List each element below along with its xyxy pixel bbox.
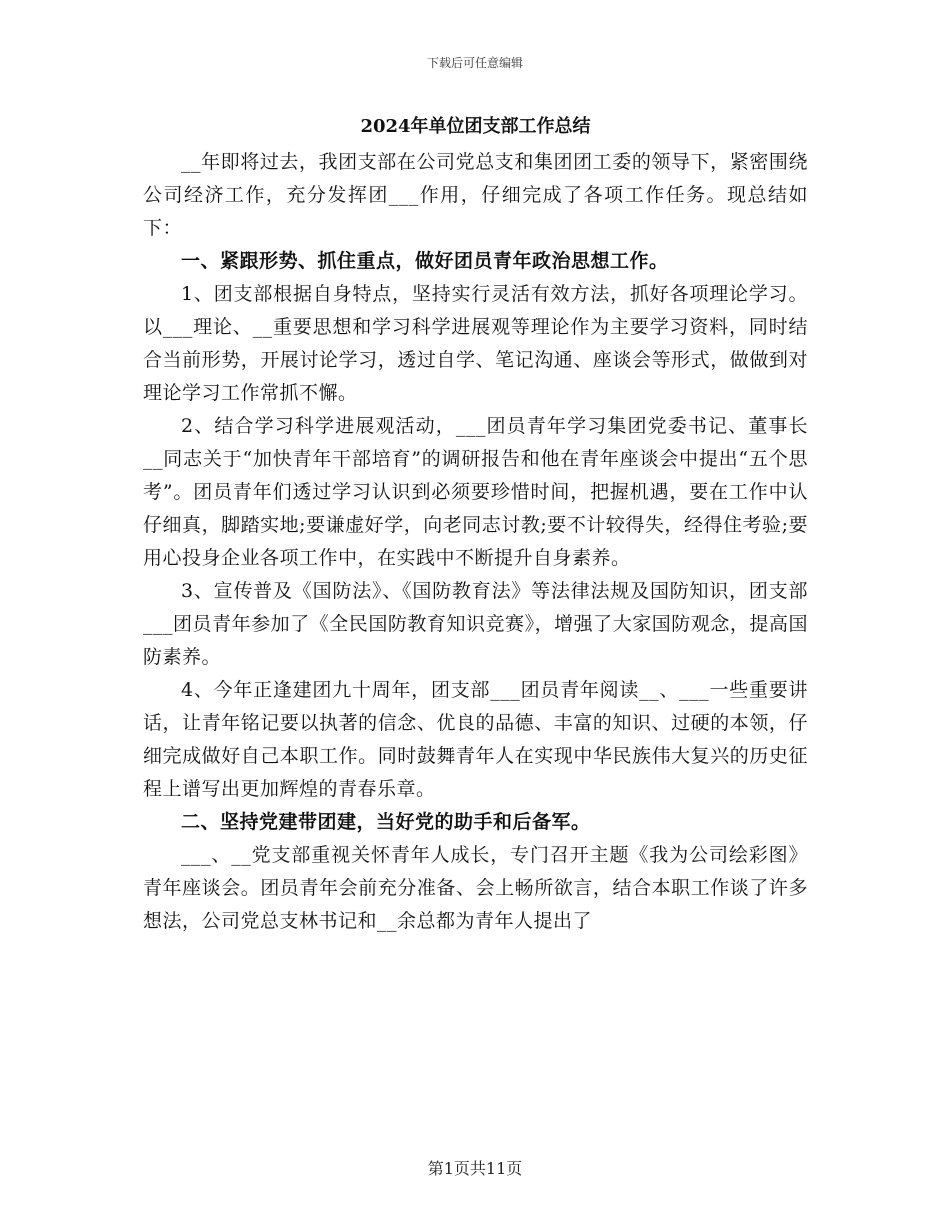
header-note: 下载后可任意编辑	[426, 56, 523, 70]
page-footer: 第1页共11页	[427, 1159, 523, 1178]
paragraph-5: ___、__党支部重视关怀青年人成长，专门召开主题《我为公司绘彩图》青年座谈会。团员青年会前充分准备、会上畅所欲言，结合本职工作谈了许多想法，公司党总支林书记和__余总都为青年人提出了	[143, 844, 808, 932]
paragraph-4: 4、今年正逢建团九十周年，团支部___团员青年阅读__、___一些重要讲话，让青年铭记要以执著的信念、优良的品德、丰富的知识、过硬的本领，仔细完成做好自己本职工作。同时鼓舞青年人在实现中华民族伟大复兴的历史征程上谱写出更加辉煌的青春乐章。	[143, 679, 808, 800]
paragraph-2: 2、结合学习科学进展观活动，___团员青年学习集团党委书记、董事长__同志关于“加快青年干部培育”的调研报告和他在青年座谈会中提出“五个思考”。团员青年们透过学习认识到必须要珍惜时间，把握机遇，要在工作中认仔细真，脚踏实地;要谦虚好学，向老同志讨教;要不计较得失，经得住考验;要用心投身企业各项工作中，在实践中不断提升自身素养。	[143, 415, 808, 569]
section-1-heading: 一、紧跟形势、抓住重点，做好团员青年政治思想工作。	[181, 250, 669, 272]
paragraph-3: 3、宣传普及《国防法》、《国防教育法》等法律法规及国防知识，团支部___团员青年参加了《全民国防教育知识竞赛》，增强了大家国防观念，提高国防素养。	[143, 580, 808, 668]
intro-paragraph: __年即将过去，我团支部在公司党总支和集团团工委的领导下，紧密围绕公司经济工作，充分发挥团___作用，仔细完成了各项工作任务。现总结如下：	[143, 151, 808, 239]
document-body	[143, 112, 808, 938]
paragraph-1: 1、团支部根据自身特点，坚持实行灵活有效方法，抓好各项理论学习。以___理论、__重要思想和学习科学进展观等理论作为主要学习资料，同时结合当前形势，开展讨论学习，透过自学、笔记沟通、座谈会等形式，做做到对理论学习工作常抓不懈。	[143, 283, 808, 404]
section-2-heading: 二、坚持党建带团建，当好党的助手和后备军。	[181, 811, 591, 833]
document-title: 2024年单位团支部工作总结	[360, 116, 591, 137]
